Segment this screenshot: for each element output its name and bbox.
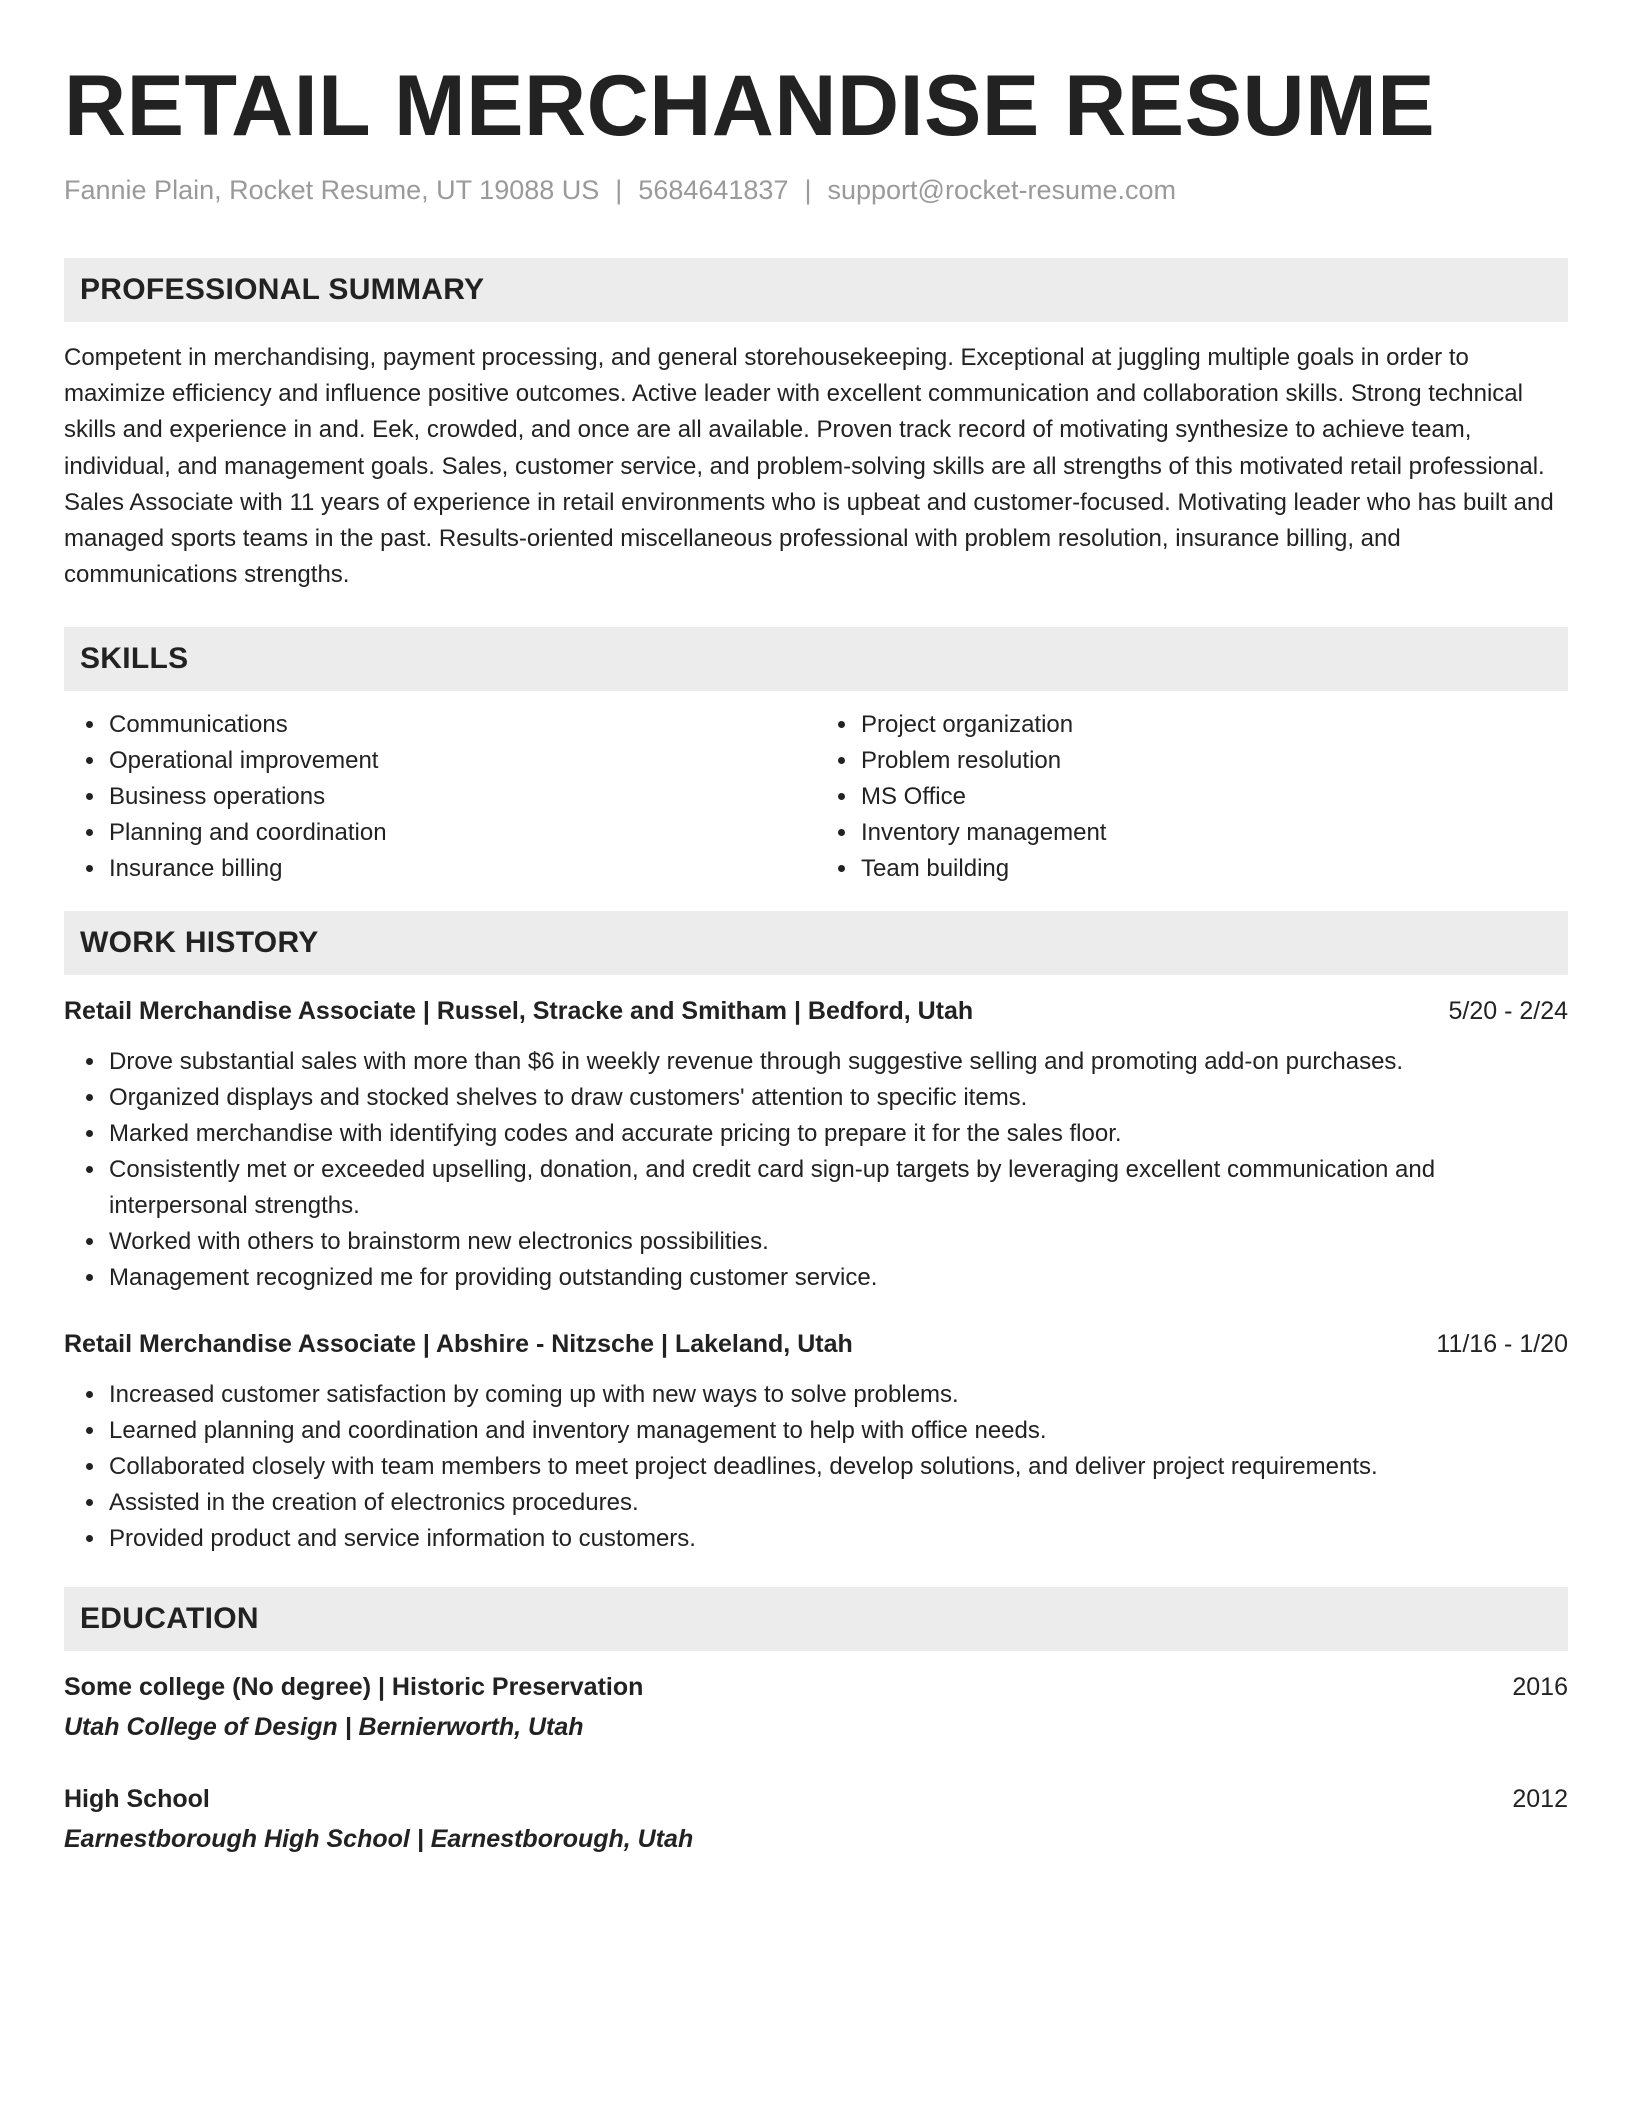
job-dates: 5/20 - 2/24 bbox=[1448, 997, 1568, 1026]
summary-text: Competent in merchandising, payment processing, and general storehousekeeping. Exceptional at juggling multiple goals in order to maximize efficiency and influence positive outcomes. Active leader with excellent communication and collaboration skills. Strong technical skills and experience in and. Eek, crowded, and once are all available. Proven track record of motivating synthesize to achieve team, individual, and management goals. Sales, customer service, and problem-solving skills are all strengths of this motivated retail professional. Sales Associate with 11 years of experience in retail environments who is upbeat and customer-focused. Motivating leader who has built and managed sports teams in the past. Results-oriented miscellaneous professional with problem resolution, insurance billing, and communications strengths. bbox=[64, 344, 1554, 589]
job-bullet: • Organized displays and stocked shelves to draw customers' attention to specific items. bbox=[107, 1080, 1568, 1116]
job-bullet: • Management recognized me for providing outstanding customer service. bbox=[107, 1260, 1568, 1296]
contact-phone: 5684641837 bbox=[638, 175, 789, 205]
education-year: 2016 bbox=[1512, 1673, 1568, 1702]
skills-list bbox=[64, 707, 1568, 887]
education-entry bbox=[64, 1669, 1568, 1745]
job-bullet: • Consistently met or exceeded upselling, donation, and credit card sign-up targets by leveraging excellent communication and interpersonal strengths. bbox=[107, 1152, 1568, 1224]
skills-heading: SKILLS bbox=[64, 627, 1568, 691]
contact-separator: | bbox=[615, 175, 623, 205]
contact-separator: | bbox=[804, 175, 812, 205]
skill-item: • Team building bbox=[859, 851, 1568, 887]
job-bullet: • Increased customer satisfaction by coming up with new ways to solve problems. bbox=[107, 1377, 1568, 1413]
job-bullet: • Worked with others to brainstorm new electronics possibilities. bbox=[107, 1224, 1568, 1260]
resume-title: RETAIL MERCHANDISE RESUME bbox=[64, 58, 1436, 154]
skill-item: • Inventory management bbox=[859, 815, 1568, 851]
skill-item: • Problem resolution bbox=[859, 743, 1568, 779]
job-header bbox=[64, 993, 1568, 1029]
job-bullet: • Drove substantial sales with more than $6 in weekly revenue through suggestive selling and promoting add-on purchases. bbox=[107, 1044, 1568, 1080]
job-header bbox=[64, 1326, 1568, 1362]
education-year: 2012 bbox=[1512, 1785, 1568, 1814]
job-bullets bbox=[64, 1377, 1568, 1557]
contact-email: support@rocket-resume.com bbox=[827, 175, 1177, 205]
education-school: Utah College of Design | Bernierworth, Utah bbox=[64, 1713, 584, 1742]
contact-line bbox=[64, 172, 1568, 208]
education-header bbox=[64, 1781, 1568, 1817]
job-bullet: • Learned planning and coordination and inventory management to help with office needs. bbox=[107, 1413, 1568, 1449]
contact-address: Fannie Plain, Rocket Resume, UT 19088 US bbox=[64, 175, 600, 205]
job-bullet: • Collaborated closely with team members to meet project deadlines, develop solutions, and deliver project requirements. bbox=[107, 1449, 1568, 1485]
work-history-heading: WORK HISTORY bbox=[64, 911, 1568, 975]
education-degree: High School bbox=[64, 1785, 210, 1814]
education-header bbox=[64, 1669, 1568, 1705]
job-title: Retail Merchandise Associate | Abshire - Nitzsche | Lakeland, Utah bbox=[64, 1330, 853, 1359]
skill-item: • Communications bbox=[107, 707, 816, 743]
skill-item: • MS Office bbox=[859, 779, 1568, 815]
summary-heading: PROFESSIONAL SUMMARY bbox=[64, 258, 1568, 322]
skill-item: • Project organization bbox=[859, 707, 1568, 743]
job-bullets bbox=[64, 1044, 1568, 1296]
job-bullet: • Provided product and service information to customers. bbox=[107, 1521, 1568, 1557]
job-dates: 11/16 - 1/20 bbox=[1436, 1330, 1568, 1359]
skill-item: • Insurance billing bbox=[107, 851, 816, 887]
education-heading: EDUCATION bbox=[64, 1587, 1568, 1651]
education-school: Earnestborough High School | Earnestborough, Utah bbox=[64, 1825, 694, 1854]
job-entry bbox=[64, 1326, 1568, 1557]
education-entry bbox=[64, 1781, 1568, 1857]
job-bullet: • Assisted in the creation of electronics procedures. bbox=[107, 1485, 1568, 1521]
job-bullet: • Marked merchandise with identifying codes and accurate pricing to prepare it for the sales floor. bbox=[107, 1116, 1568, 1152]
skill-item: • Planning and coordination bbox=[107, 815, 816, 851]
skill-item: • Operational improvement bbox=[107, 743, 816, 779]
job-title: Retail Merchandise Associate | Russel, Stracke and Smitham | Bedford, Utah bbox=[64, 997, 974, 1026]
skills-column-right bbox=[816, 707, 1568, 887]
education-degree: Some college (No degree) | Historic Preservation bbox=[64, 1673, 644, 1702]
job-entry bbox=[64, 993, 1568, 1296]
skills-column-left bbox=[64, 707, 816, 887]
skill-item: • Business operations bbox=[107, 779, 816, 815]
